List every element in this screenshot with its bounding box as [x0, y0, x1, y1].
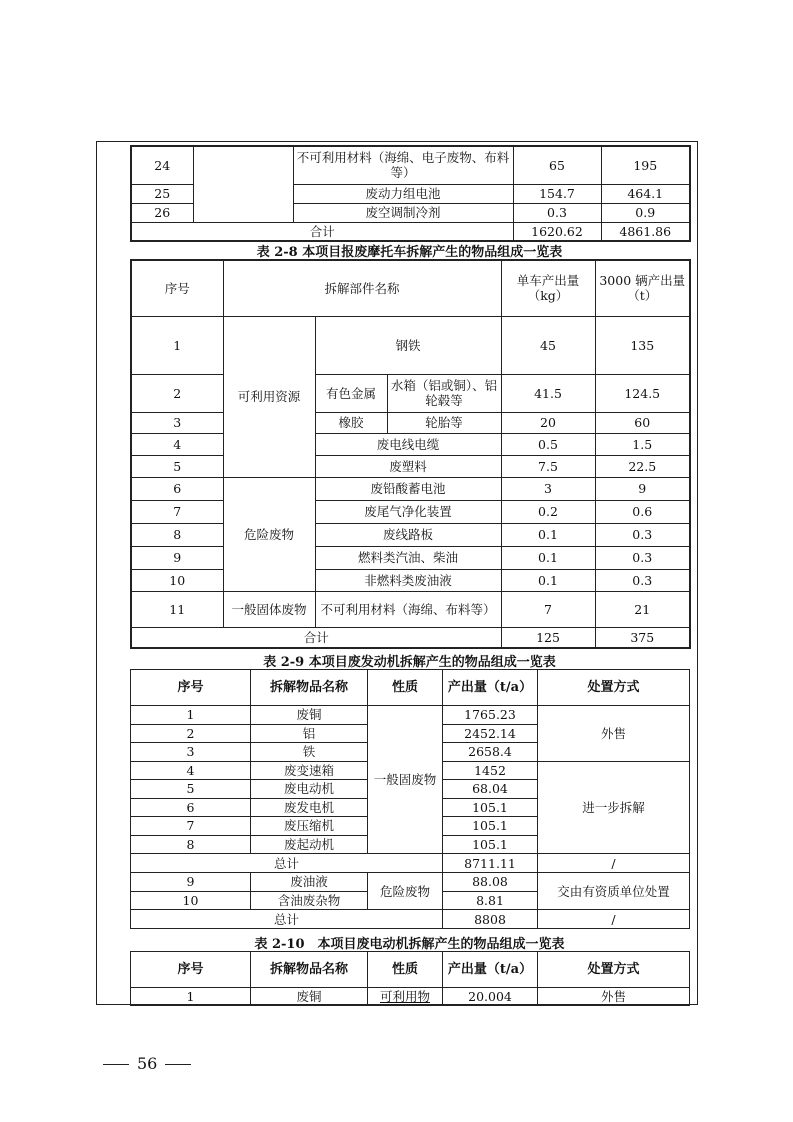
caption-table-2-8: 表 2-8 本项目报废摩托车拆解产生的物品组成一览表: [256, 245, 563, 260]
table-row: 8 废起动机 105.1: [131, 835, 690, 854]
table-row: 6 废发电机 105.1: [131, 798, 690, 817]
table-row: 1 废铜 一般固废物 1765.23 外售: [131, 706, 690, 725]
table-row: 25 废动力组电池 154.7 464.1: [131, 184, 690, 203]
table-row: 24 不可利用材料（海绵、电子废物、布料等） 65 195: [131, 146, 690, 184]
table-row: 4 废电线电缆 0.5 1.5: [131, 433, 690, 455]
table-row: 5 废塑料 7.5 22.5: [131, 455, 690, 477]
table-2-8: [130, 259, 691, 649]
caption-table-2-10: 表 2-10 本项目废电动机拆解产生的物品组成一览表: [254, 937, 565, 952]
table-subtotal-row: 总计 8808 /: [131, 910, 690, 929]
table-2-9: [130, 669, 690, 929]
table-row: 9 废油液 危险废物 88.08 交由有资质单位处置: [131, 873, 690, 892]
table-row: 7 废压缩机 105.1: [131, 817, 690, 836]
table-header-row: 序号 拆解部件名称 单车产出量（kg） 3000 辆产出量（t）: [131, 260, 690, 316]
table-row: 11 一般固体废物 不可利用材料（海绵、布料等） 7 21: [131, 591, 690, 627]
table-subtotal-row: 总计 8711.11 /: [131, 854, 690, 873]
table-row: 1 可利用资源 钢铁 45 135: [131, 316, 690, 374]
table-row: 3 铁 2658.4: [131, 743, 690, 762]
caption-table-2-9: 表 2-9 本项目废发动机拆解产生的物品组成一览表: [263, 655, 556, 670]
table-row: 5 废电动机 68.04: [131, 780, 690, 799]
dash-left: [103, 1064, 129, 1065]
page-number-text: 56: [137, 1054, 158, 1073]
page-number: [95, 1054, 199, 1073]
table-sum-row: 合计 125 375: [131, 627, 690, 648]
table-row: 2 铝 2452.14: [131, 724, 690, 743]
table-row: 1 废铜 可利用物 20.004 外售: [131, 988, 690, 1006]
table-row: 10 非燃料类废油液 0.1 0.3: [131, 569, 690, 591]
table-continuation: [130, 145, 691, 242]
table-row: 2 有色金属 水箱（铝或铜）、铝轮毂等 41.5 124.5: [131, 374, 690, 412]
table-2-10: [130, 951, 690, 1006]
table-row: 4 废变速箱 1452 进一步拆解: [131, 761, 690, 780]
table-sum-row: 合计 1620.62 4861.86: [131, 222, 690, 241]
table-row: 6 危险废物 废铅酸蓄电池 3 9: [131, 477, 690, 500]
dash-right: [165, 1064, 191, 1065]
table-header-row: 序号 拆解物品名称 性质 产出量（t/a） 处置方式: [131, 952, 690, 988]
table-row: 9 燃料类汽油、柴油 0.1 0.3: [131, 546, 690, 569]
table-row: 7 废尾气净化装置 0.2 0.6: [131, 500, 690, 523]
table-row: 8 废线路板 0.1 0.3: [131, 523, 690, 546]
table-row: 26 废空调制冷剂 0.3 0.9: [131, 203, 690, 222]
table-row: 10 含油废杂物 8.81: [131, 891, 690, 910]
table-header-row: 序号 拆解物品名称 性质 产出量（t/a） 处置方式: [131, 670, 690, 706]
table-row: 3 橡胶 轮胎等 20 60: [131, 412, 690, 433]
